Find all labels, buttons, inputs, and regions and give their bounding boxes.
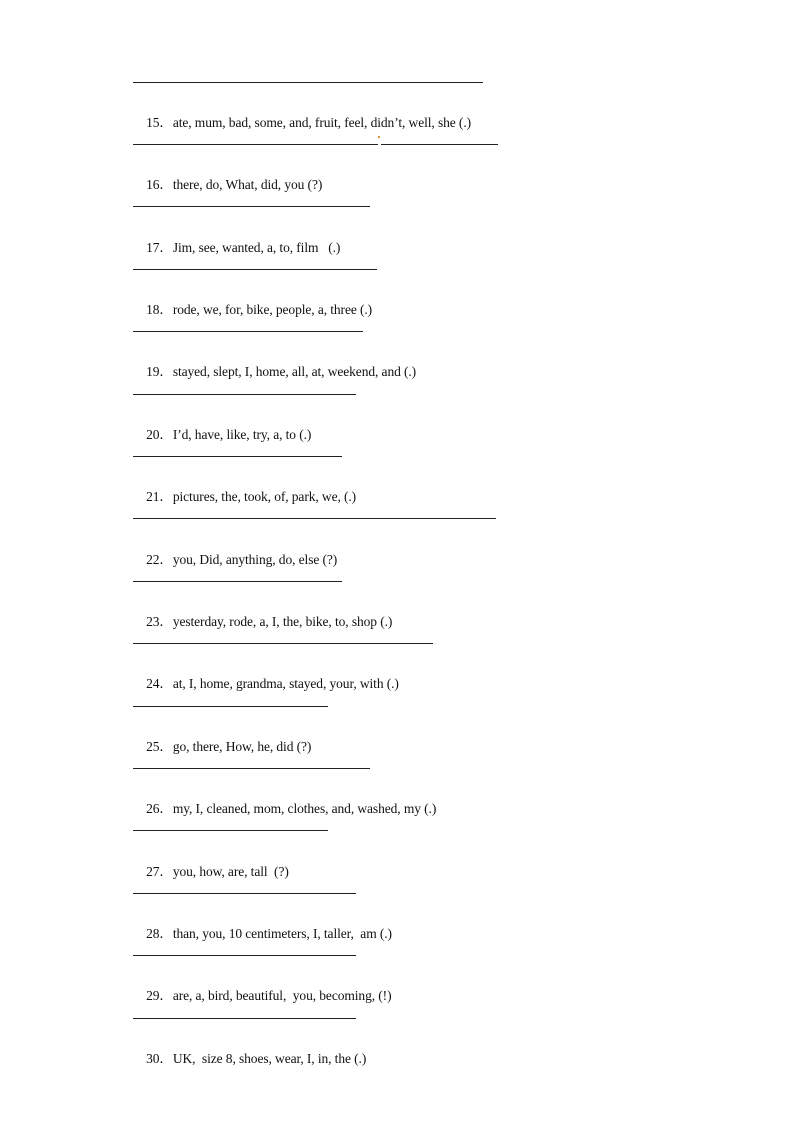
- question-prompt: than, you, 10 centimeters, I, taller, am (.): [172, 926, 392, 941]
- answer-line-15a[interactable]: [133, 144, 378, 145]
- question-prompt: UK, size 8, shoes, wear, I, in, the (.): [172, 1051, 367, 1066]
- question-number: 23．: [146, 614, 173, 629]
- answer-line-25[interactable]: [133, 768, 370, 769]
- answer-line-28[interactable]: [133, 955, 356, 956]
- question-prompt: rode, we, for, bike, people, a, three (.): [172, 302, 373, 317]
- question-18: [133, 286, 372, 334]
- question-27: [133, 848, 289, 896]
- question-number: 28．: [146, 926, 173, 941]
- question-prompt: go, there, How, he, did (?): [172, 739, 312, 754]
- question-19: [133, 348, 416, 396]
- question-30: [133, 1035, 366, 1083]
- question-number: 18．: [146, 302, 173, 317]
- question-25: [133, 723, 311, 771]
- question-number: 25．: [146, 739, 173, 754]
- answer-line-27[interactable]: [133, 893, 356, 894]
- question-21: [133, 473, 356, 521]
- question-number: 24．: [146, 676, 173, 691]
- question-number: 26．: [146, 801, 173, 816]
- question-prompt: ate, mum, bad, some, and, fruit, feel, didn’t, well, she (.): [172, 115, 471, 130]
- question-number: 16．: [146, 177, 173, 192]
- answer-line-23[interactable]: [133, 643, 433, 644]
- highlight-dot: [378, 136, 380, 138]
- answer-line-24[interactable]: [133, 706, 328, 707]
- question-number: 21．: [146, 489, 173, 504]
- question-28: [133, 910, 392, 958]
- question-26: [133, 785, 436, 833]
- answer-line-22[interactable]: [133, 581, 342, 582]
- question-24: [133, 660, 399, 708]
- answer-line-14[interactable]: [133, 82, 483, 83]
- question-prompt: at, I, home, grandma, stayed, your, with (.): [172, 676, 399, 691]
- question-prompt: you, Did, anything, do, else (?): [172, 552, 338, 567]
- question-17: [133, 224, 340, 272]
- answer-line-16[interactable]: [133, 206, 370, 207]
- question-23: [133, 598, 392, 646]
- question-22: [133, 536, 337, 584]
- question-15: [133, 99, 471, 147]
- question-29: [133, 972, 391, 1020]
- question-number: 22．: [146, 552, 173, 567]
- question-prompt: pictures, the, took, of, park, we, (.): [172, 489, 357, 504]
- question-prompt: Jim, see, wanted, a, to, film (.): [172, 240, 341, 255]
- question-prompt: stayed, slept, I, home, all, at, weekend, and (.): [172, 364, 417, 379]
- answer-line-19[interactable]: [133, 394, 356, 395]
- question-number: 15．: [146, 115, 173, 130]
- question-number: 27．: [146, 864, 173, 879]
- question-prompt: there, do, What, did, you (?): [172, 177, 323, 192]
- answer-line-29[interactable]: [133, 1018, 356, 1019]
- question-20: [133, 411, 311, 459]
- question-number: 20．: [146, 427, 173, 442]
- answer-line-15b[interactable]: [381, 144, 498, 145]
- question-prompt: my, I, cleaned, mom, clothes, and, washed, my (.): [172, 801, 437, 816]
- question-number: 19．: [146, 364, 173, 379]
- answer-line-21[interactable]: [133, 518, 496, 519]
- question-prompt: are, a, bird, beautiful, you, becoming, (!): [172, 988, 392, 1003]
- question-number: 29．: [146, 988, 173, 1003]
- answer-line-20[interactable]: [133, 456, 342, 457]
- question-prompt: you, how, are, tall (?): [172, 864, 289, 879]
- question-16: [133, 161, 322, 209]
- question-number: 30．: [146, 1051, 173, 1066]
- answer-line-17[interactable]: [133, 269, 377, 270]
- question-number: 17．: [146, 240, 173, 255]
- answer-line-26[interactable]: [133, 830, 328, 831]
- question-prompt: yesterday, rode, a, I, the, bike, to, shop (.): [172, 614, 393, 629]
- question-prompt: I’d, have, like, try, a, to (.): [172, 427, 312, 442]
- answer-line-18[interactable]: [133, 331, 363, 332]
